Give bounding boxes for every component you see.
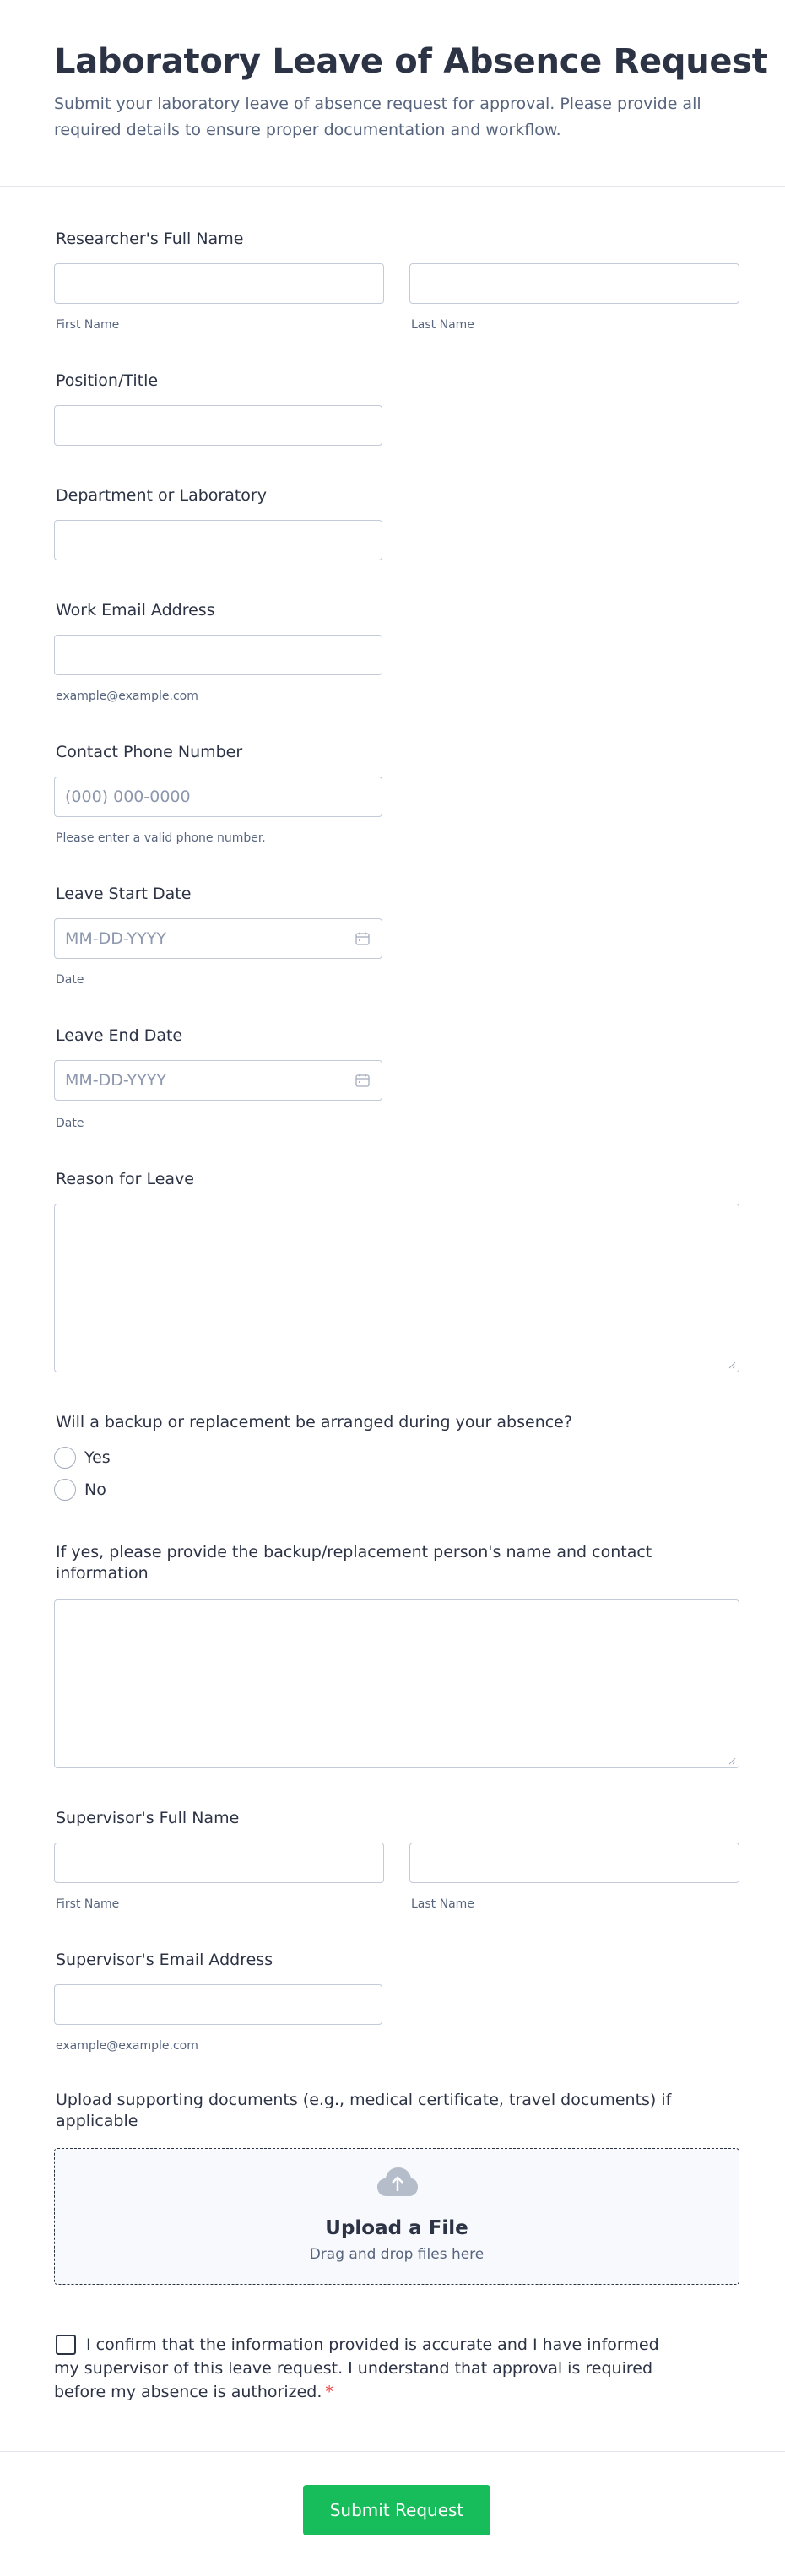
start-date-label: Leave Start Date — [56, 885, 192, 903]
researcher-last-name-input[interactable] — [409, 263, 739, 304]
start-date-input[interactable] — [54, 918, 382, 959]
work-email-input[interactable] — [54, 635, 382, 675]
supervisor-first-name-sublabel: First Name — [56, 1897, 120, 1911]
upload-label: Upload supporting documents (e.g., medical certificate, travel documents) if applicable — [56, 2091, 672, 2130]
file-upload-dropzone[interactable] — [54, 2148, 739, 2285]
backup-yes-radio[interactable] — [54, 1447, 76, 1469]
end-date-placeholder: MM-DD-YYYY — [65, 1071, 166, 1090]
calendar-icon[interactable] — [355, 932, 370, 945]
form-header — [0, 0, 785, 187]
end-date-label: Leave End Date — [56, 1026, 183, 1045]
resize-grip-icon[interactable] — [728, 1757, 736, 1765]
end-date-input[interactable] — [54, 1060, 382, 1101]
confirm-label[interactable] — [54, 2333, 662, 2404]
backup-details-label: If yes, please provide the backup/replacement person's name and contact information — [56, 1543, 652, 1583]
reason-textarea[interactable] — [54, 1204, 739, 1372]
researcher-name-label: Researcher's Full Name — [56, 230, 244, 248]
backup-no-label[interactable]: No — [84, 1480, 106, 1499]
page-title: Laboratory Leave of Absence Request — [54, 42, 768, 81]
reason-label: Reason for Leave — [56, 1170, 194, 1188]
supervisor-email-input[interactable] — [54, 1984, 382, 2025]
researcher-first-name-input[interactable] — [54, 263, 384, 304]
start-date-sublabel: Date — [56, 973, 84, 987]
phone-input[interactable] — [54, 777, 382, 817]
calendar-icon[interactable] — [355, 1074, 370, 1087]
supervisor-first-name-input[interactable] — [54, 1843, 384, 1883]
phone-sublabel: Please enter a valid phone number. — [56, 831, 266, 845]
backup-details-textarea[interactable] — [54, 1599, 739, 1768]
researcher-first-name-sublabel: First Name — [56, 318, 120, 332]
backup-yes-label[interactable]: Yes — [84, 1448, 111, 1467]
backup-no-radio[interactable] — [54, 1479, 76, 1501]
supervisor-last-name-sublabel: Last Name — [411, 1897, 474, 1911]
required-mark: * — [325, 2383, 333, 2401]
department-label: Department or Laboratory — [56, 486, 267, 505]
confirm-text: I confirm that the information provided is accurate and I have informed my supervisor of this leave request. I understand that approval is required before my absence is authorized. — [54, 2335, 659, 2401]
supervisor-email-sublabel: example@example.com — [56, 2039, 198, 2053]
phone-label: Contact Phone Number — [56, 743, 243, 761]
position-input[interactable] — [54, 405, 382, 446]
researcher-last-name-sublabel: Last Name — [411, 318, 474, 332]
position-label: Position/Title — [56, 371, 159, 390]
phone-placeholder: (000) 000-0000 — [65, 787, 191, 806]
end-date-sublabel: Date — [56, 1117, 84, 1130]
backup-question: Will a backup or replacement be arranged during your absence? — [56, 1413, 572, 1431]
submit-button[interactable]: Submit Request — [303, 2485, 490, 2535]
cloud-upload-icon — [376, 2166, 419, 2200]
resize-grip-icon[interactable] — [728, 1361, 736, 1369]
upload-title: Upload a File — [325, 2217, 468, 2239]
work-email-label: Work Email Address — [56, 601, 215, 620]
page-subtitle: Submit your laboratory leave of absence request for approval. Please provide all required details to ensure proper documentation and workflow. — [54, 95, 701, 139]
upload-subtitle: Drag and drop files here — [309, 2246, 485, 2263]
footer-divider — [0, 2451, 785, 2452]
supervisor-name-label: Supervisor's Full Name — [56, 1809, 240, 1827]
supervisor-last-name-input[interactable] — [409, 1843, 739, 1883]
supervisor-email-label: Supervisor's Email Address — [56, 1951, 273, 1969]
department-input[interactable] — [54, 520, 382, 560]
work-email-sublabel: example@example.com — [56, 690, 198, 703]
start-date-placeholder: MM-DD-YYYY — [65, 929, 166, 948]
